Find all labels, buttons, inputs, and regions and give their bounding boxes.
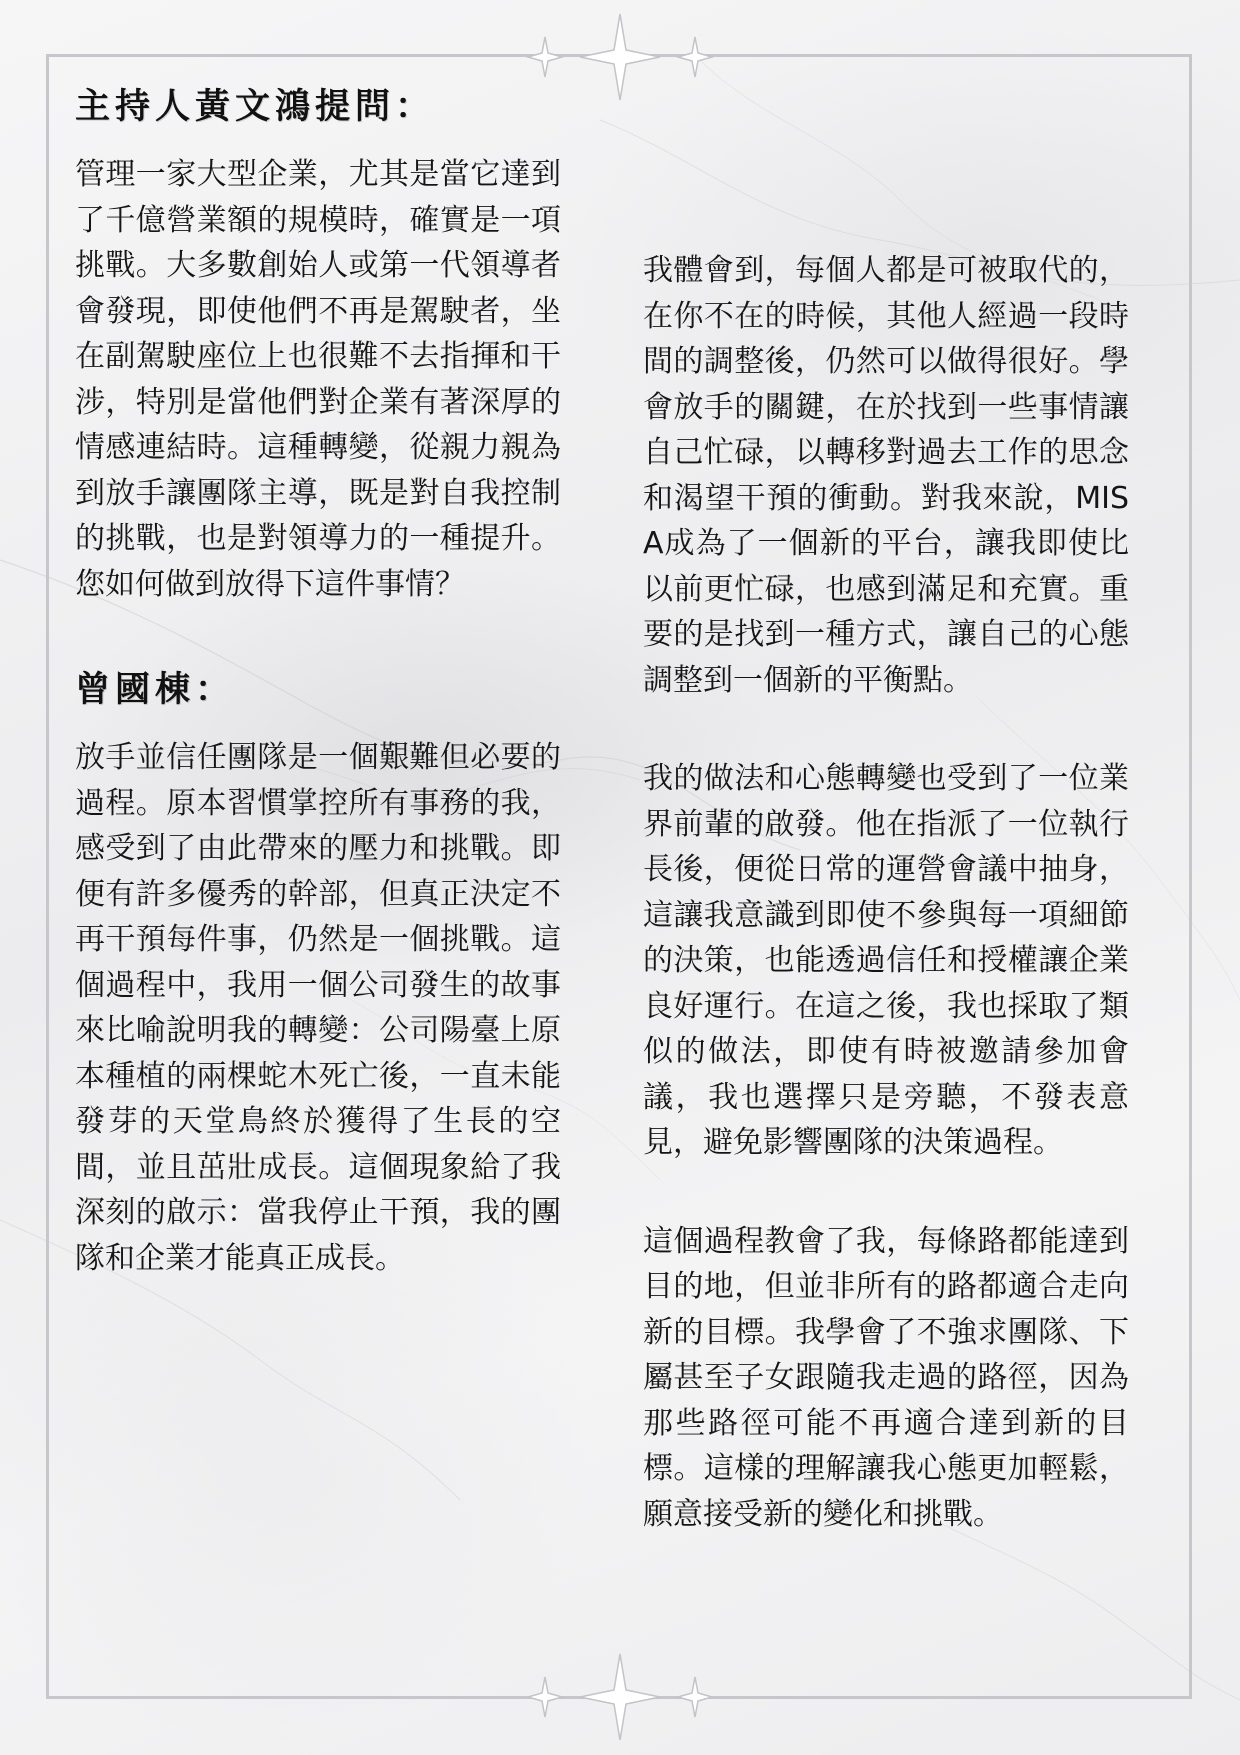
host-question-text: 管理一家大型企業，尤其是當它達到了千億營業額的規模時，確實是一項挑戰。大多數創始人或第一代領導者會發現，即使他們不再是駕駛者，坐在副駕駛座位上也很難不去指揮和干涉，特別是當他們對企業有著深厚的情感連結時。這種轉變，從親力親為到放手讓團隊主導，既是對自我控制的挑戰，也是對領導力的一種提升。您如何做到放得下這件事情？ — [75, 157, 561, 602]
answer-heading: 曾國棟： — [75, 669, 236, 710]
answer-paragraph-2: 我體會到，每個人都是可被取代的，在你不在的時候，其他人經過一段時間的調整後，仍然可以做得很好。學會放手的關鍵，在於找到一些事情讓自己忙碌，以轉移對過去工作的思念和渴望干預的衝動。對我來說，MISA成為了一個新的平台，讓我即使比以前更忙碌，也感到滿足和充實。重要的是找到一種方式，讓自己的心態調整到一個新的平衡點。 — [643, 253, 1129, 698]
sparkle-ornament-bottom — [520, 1652, 720, 1742]
right-column — [643, 248, 1129, 1537]
left-column — [75, 82, 561, 1281]
answer-paragraph-4: 這個過程教會了我，每條路都能達到目的地，但並非所有的路都適合走向新的目標。我學會了不強求團隊、下屬甚至子女跟隨我走過的路徑，因為那些路徑可能不再適合達到新的目標。這樣的理解讓我心態更加輕鬆，願意接受新的變化和挑戰。 — [643, 1223, 1129, 1532]
answer-paragraph-3: 我的做法和心態轉變也受到了一位業界前輩的啟發。他在指派了一位執行長後，便從日常的運營會議中抽身，這讓我意識到即使不參與每一項細節的決策，也能透過信任和授權讓企業良好運行。在這之後，我也採取了類似的做法，即使有時被邀請參加會議，我也選擇只是旁聽，不發表意見，避免影響團隊的決策過程。 — [643, 761, 1129, 1160]
answer-paragraph-1: 放手並信任團隊是一個艱難但必要的過程。原本習慣掌控所有事務的我，感受到了由此帶來的壓力和挑戰。即便有許多優秀的幹部，但真正決定不再干預每件事，仍然是一個挑戰。這個過程中，我用一個公司發生的故事來比喻說明我的轉變：公司陽臺上原本種植的兩棵蛇木死亡後，一直未能發芽的天堂鳥終於獲得了生長的空間，並且茁壯成長。這個現象給了我深刻的啟示：當我停止干預，我的團隊和企業才能真正成長。 — [75, 740, 561, 1276]
host-question-heading: 主持人黃文鴻提問： — [75, 86, 436, 127]
